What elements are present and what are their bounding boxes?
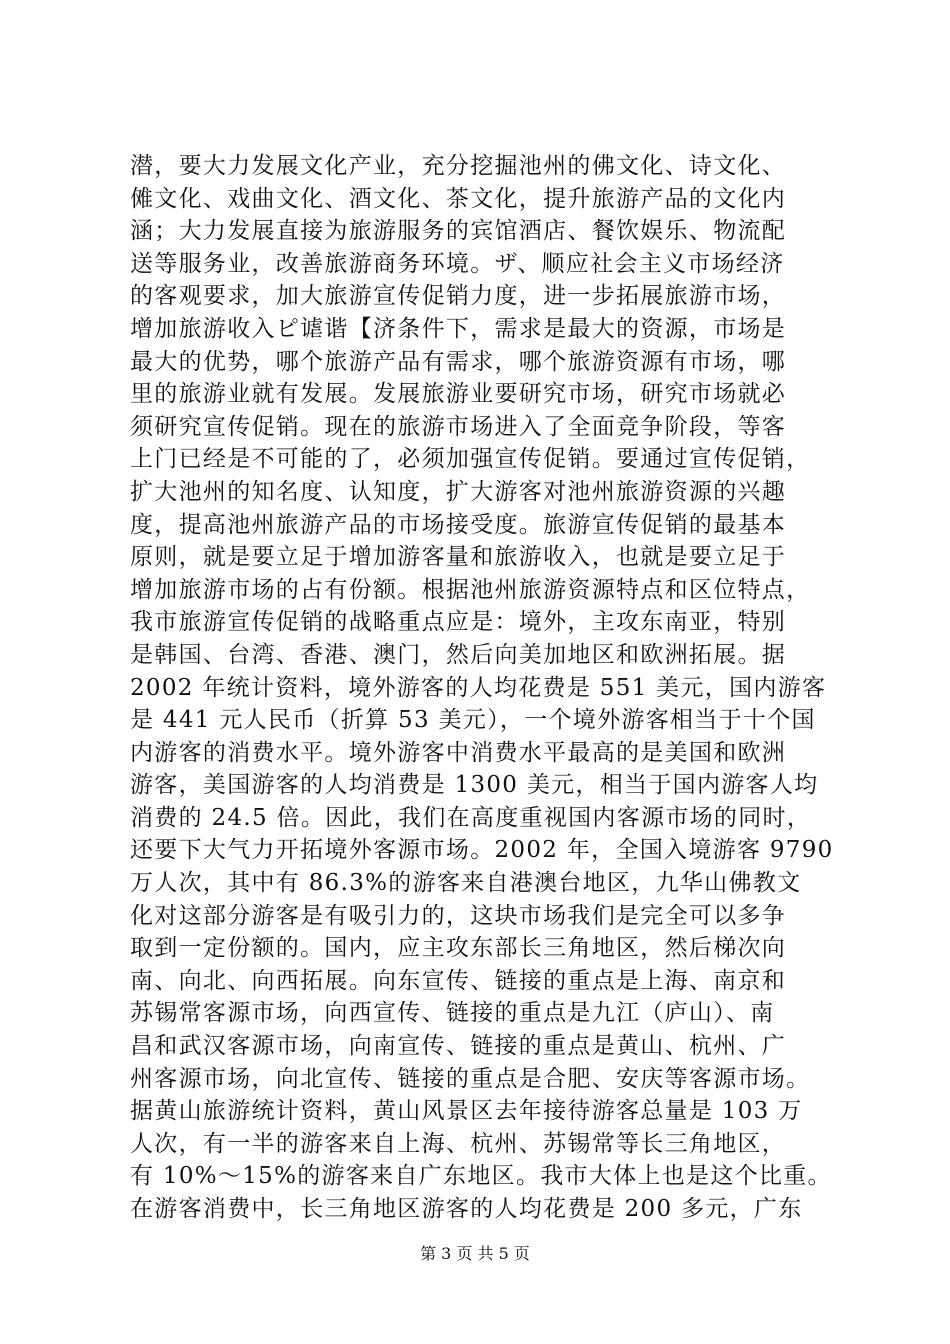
- body-line: 傩文化、戏曲文化、酒文化、茶文化，提升旅游产品的文化内: [130, 185, 787, 212]
- body-line: 取到一定份额的。国内，应主攻东部长三角地区，然后梯次向: [130, 935, 787, 962]
- body-line: 南、向北、向西拓展。向东宣传、链接的重点是上海、南京和: [130, 967, 787, 994]
- body-line: 原则，就是要立足于增加游客量和旅游收入，也就是要立足于: [130, 544, 787, 571]
- body-line: 万人次，其中有 86.3%的游客来自港澳台地区，九华山佛教文: [130, 870, 802, 897]
- body-line: 里的旅游业就有发展。发展旅游业要研究市场，研究市场就必: [130, 381, 787, 408]
- body-line: 度，提高池州旅游产品的市场接受度。旅游宣传促销的最基本: [130, 511, 787, 538]
- body-line: 人次，有一半的游客来自上海、杭州、苏锡常等长三角地区，: [130, 1130, 787, 1157]
- body-line: 增加旅游收入ピ谑谐【济条件下，需求是最大的资源，市场是: [130, 315, 787, 342]
- body-line: 扩大池州的知名度、认知度，扩大游客对池州旅游资源的兴趣: [130, 478, 787, 505]
- body-line: 有 10%～15%的游客来自广东地区。我市大体上也是这个比重。: [130, 1163, 832, 1190]
- body-line: 游客，美国游客的人均消费是 1300 美元，相当于国内游客人均: [130, 772, 819, 799]
- body-line: 消费的 24.5 倍。因此，我们在高度重视国内客源市场的同时，: [130, 804, 812, 831]
- body-line: 须研究宣传促销。现在的旅游市场进入了全面竞争阶段，等客: [130, 413, 787, 440]
- body-line: 据黄山旅游统计资料，黄山风景区去年接待游客总量是 103 万: [130, 1098, 803, 1125]
- body-line: 是韩国、台湾、香港、澳门，然后向美加地区和欧洲拓展。据: [130, 641, 787, 668]
- body-line: 是 441 元人民币（折算 53 美元），一个境外游客相当于十个国: [130, 707, 816, 734]
- body-line: 上门已经是不可能的了，必须加强宣传促销。要通过宣传促销，: [130, 446, 811, 473]
- body-line: 化对这部分游客是有吸引力的，这块市场我们是完全可以多争: [130, 902, 787, 929]
- document-body: [130, 150, 850, 1226]
- body-line: 2002 年统计资料，境外游客的人均花费是 551 美元，国内游客: [130, 674, 827, 701]
- page-footer: 第 3 页 共 5 页: [420, 1244, 530, 1263]
- body-line: 我市旅游宣传促销的战略重点应是：境外，主攻东南亚，特别: [130, 609, 787, 636]
- body-line: 昌和武汉客源市场，向南宣传、链接的重点是黄山、杭州、广: [130, 1033, 787, 1060]
- body-line: 的客观要求，加大旅游宣传促销力度，进一步拓展旅游市场，: [130, 283, 787, 310]
- body-line: 送等服务业，改善旅游商务环境。ザ、顺应社会主义市场经济: [130, 250, 785, 277]
- body-line: 最大的优势，哪个旅游产品有需求，哪个旅游资源有市场，哪: [130, 348, 787, 375]
- body-line: 在游客消费中，长三角地区游客的人均花费是 200 多元，广东: [130, 1196, 803, 1222]
- body-line: 潜，要大力发展文化产业，充分挖掘池州的佛文化、诗文化、: [130, 153, 787, 179]
- body-line: 内游客的消费水平。境外游客中消费水平最高的是美国和欧洲: [130, 739, 787, 766]
- body-line: 增加旅游市场的占有份额。根据池州旅游资源特点和区位特点，: [130, 576, 811, 603]
- body-line: 涵；大力发展直接为旅游服务的宾馆酒店、餐饮娱乐、物流配: [130, 218, 787, 245]
- body-line: 州客源市场，向北宣传、链接的重点是合肥、安庆等客源市场。: [130, 1065, 811, 1092]
- body-line: 还要下大气力开拓境外客源市场。2002 年，全国入境游客 9790: [130, 837, 834, 864]
- body-line: 苏锡常客源市场，向西宣传、链接的重点是九江（庐山）、南: [130, 1000, 775, 1027]
